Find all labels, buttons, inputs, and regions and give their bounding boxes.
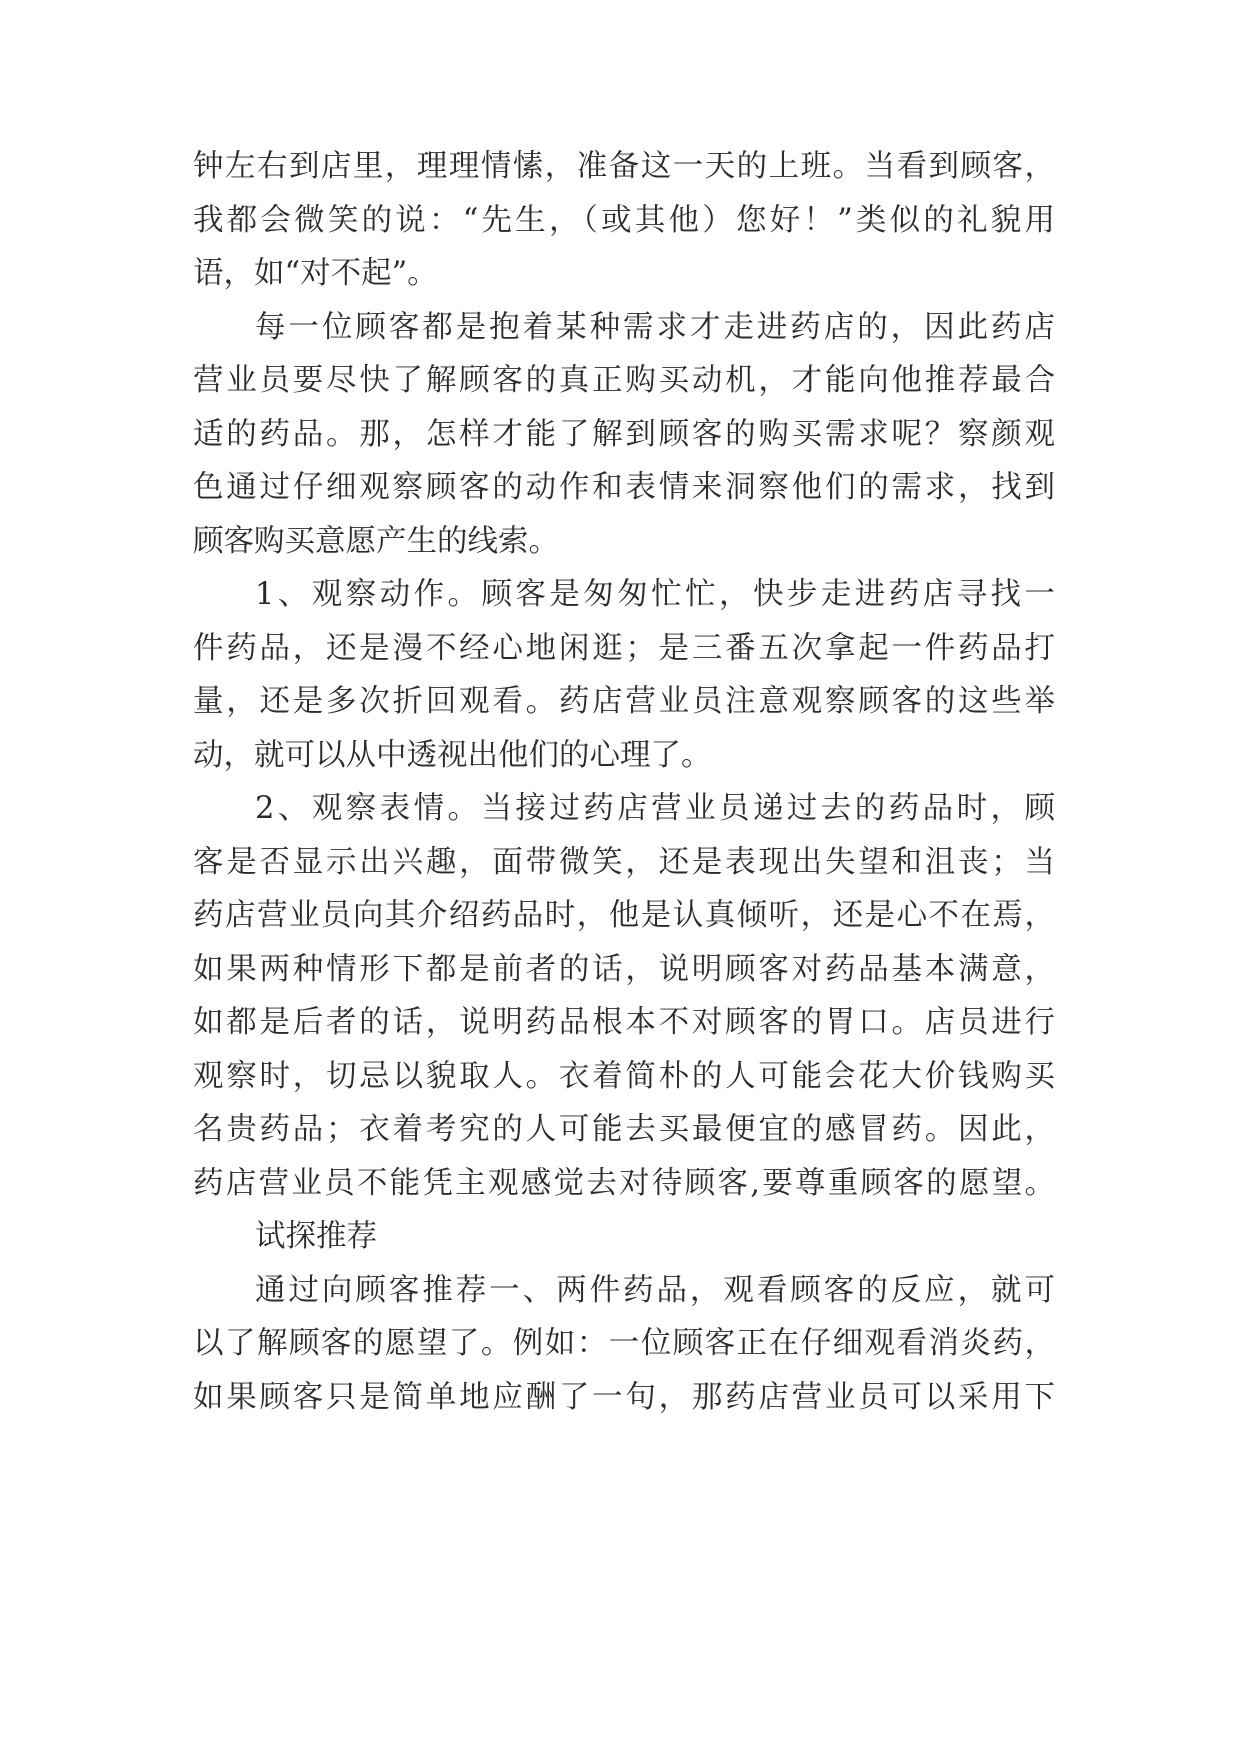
text-line: 观察时，切忌以貌取人。衣着简朴的人可能会花大价钱购买 <box>193 1059 1055 1094</box>
paragraph-first-line: 通过向顾客推荐一、两件药品，观看顾客的反应，就可 <box>255 1273 1055 1308</box>
text-line: 钟左右到店里，理理情愫，准备这一天的上班。当看到顾客， <box>193 149 1055 184</box>
text-line: 如果顾客只是简单地应酬了一句，那药店营业员可以采用下 <box>193 1380 1055 1415</box>
text-line: 顾客购买意愿产生的线索。 <box>193 524 559 559</box>
paragraph-first-line: 1、观察动作。顾客是匆匆忙忙，快步走进药店寻找一 <box>255 577 1055 612</box>
text-line: 以了解顾客的愿望了。例如：一位顾客正在仔细观看消炎药， <box>193 1326 1055 1361</box>
text-line: 药店营业员不能凭主观感觉去对待顾客,要尊重顾客的愿望。 <box>193 1166 1055 1201</box>
text-line: 名贵药品；衣着考究的人可能去买最便宜的感冒药。因此， <box>193 1112 1055 1147</box>
text-line: 量，还是多次折回观看。药店营业员注意观察顾客的这些举 <box>193 684 1055 719</box>
section-heading: 试探推荐 <box>255 1219 377 1254</box>
text-line: 语，如“对不起”。 <box>193 256 438 291</box>
text-line: 色通过仔细观察顾客的动作和表情来洞察他们的需求，找到 <box>193 470 1055 505</box>
text-line: 动，就可以从中透视出他们的心理了。 <box>193 738 712 773</box>
text-line: 药店营业员向其介绍药品时，他是认真倾听，还是心不在焉， <box>193 898 1055 933</box>
text-line: 我都会微笑的说：“先生，（或其他）您好！”类似的礼貌用 <box>193 203 1055 238</box>
paragraph-first-line: 每一位顾客都是抱着某种需求才走进药店的，因此药店 <box>255 310 1055 345</box>
text-line: 适的药品。那，怎样才能了解到顾客的购买需求呢？察颜观 <box>193 417 1055 452</box>
text-line: 客是否显示出兴趣，面带微笑，还是表现出失望和沮丧；当 <box>193 845 1055 880</box>
text-line: 如都是后者的话，说明药品根本不对顾客的胃口。店员进行 <box>193 1005 1055 1040</box>
text-line: 营业员要尽快了解顾客的真正购买动机，才能向他推荐最合 <box>193 363 1055 398</box>
text-line: 如果两种情形下都是前者的话，说明顾客对药品基本满意， <box>193 952 1055 987</box>
text-line: 件药品，还是漫不经心地闲逛；是三番五次拿起一件药品打 <box>193 631 1055 666</box>
paragraph-first-line: 2、观察表情。当接过药店营业员递过去的药品时，顾 <box>255 791 1055 826</box>
